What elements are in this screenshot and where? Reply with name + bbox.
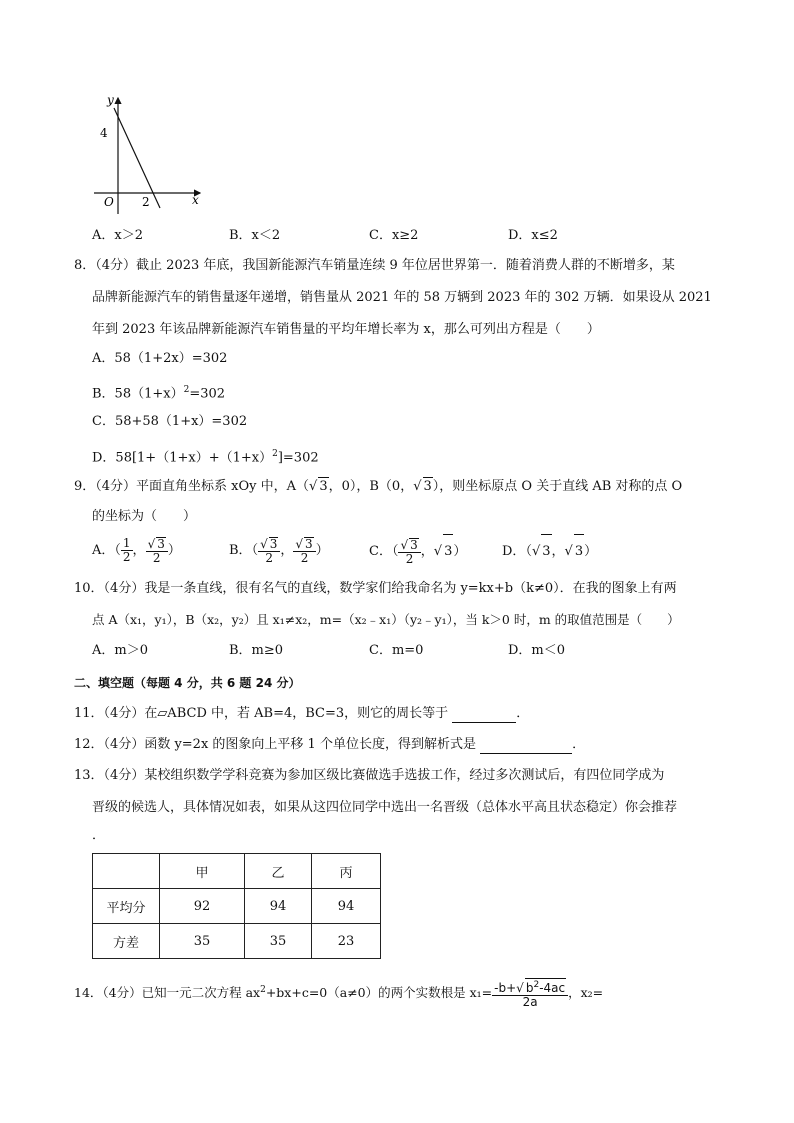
q9-option-c-sqrt: 3 xyxy=(443,534,453,569)
q14-exponent: 2 xyxy=(260,985,266,995)
table-row xyxy=(93,889,381,924)
q8-option-d-text: D．58[1+（1+x）+（1+x） xyxy=(92,450,273,466)
origin-label: O xyxy=(104,195,114,209)
frac-denominator: 2 xyxy=(300,550,309,565)
q8-option-b-exponent: 2 xyxy=(183,385,190,395)
q9-option-d: D．（√ 3，√ 3） xyxy=(502,534,597,569)
q13-line-2: 晋级的候选人，具体情况如表，如果从这四位同学中选出一名晋级（总体水平高且状态稳定）你会推荐 xyxy=(92,800,678,815)
q12-text: 12．（4分）函数 y=2x 的图象向上平移 1 个单位长度，得到解析式是 xyxy=(74,737,476,752)
q9-option-a: A．（ $\frac{1}{2}$ ， $\frac{√ 3}{2}$ ） xyxy=(92,536,181,565)
frac-denominator: 2 xyxy=(152,550,161,565)
q8-option-c: C．58+58（1+x）=302 xyxy=(92,414,248,429)
q8-option-d xyxy=(92,445,319,467)
q9-option-a-label: A． xyxy=(92,543,115,558)
q13-line-3: ． xyxy=(92,828,106,843)
q13-table xyxy=(92,853,381,959)
q9-option-d-label: D． xyxy=(502,544,526,559)
frac-numerator: √ 3 xyxy=(146,537,168,552)
q14-text-pre: 14．（4分）已知一元二次方程 ax xyxy=(74,985,261,1001)
y-axis-label: y xyxy=(107,93,114,107)
y-intercept-label: 4 xyxy=(100,126,108,140)
q12-answer-blank[interactable] xyxy=(480,753,572,754)
q10-option-d: D．m＜0 xyxy=(508,643,566,658)
q9-line-1-part-c: ），则坐标原点 O 关于直线 AB 对称的点 O xyxy=(432,479,683,494)
formula-b: b xyxy=(525,981,534,996)
table-header-cell: 丙 xyxy=(312,854,381,889)
q9-line-1-part-b: ，0），B（0， xyxy=(328,479,414,494)
q7-option-d: D．x≤2 xyxy=(508,228,558,243)
q8-option-d-rhs: ]=302 xyxy=(277,450,319,466)
function-graph xyxy=(88,90,208,220)
q9-option-b-frac-2 xyxy=(293,537,315,565)
q9-line-1 xyxy=(74,477,682,496)
q11-line xyxy=(74,705,529,723)
frac-numerator: 1 xyxy=(122,536,131,550)
q14-line xyxy=(74,970,603,1013)
table-header-cell: 乙 xyxy=(245,854,312,889)
frac-radicand: 3 xyxy=(269,536,278,551)
q9-sqrt-b-radicand: 3 xyxy=(423,479,432,494)
q9-line-2: 的坐标为（ ） xyxy=(92,509,197,524)
table-header-cell: 甲 xyxy=(160,854,245,889)
q8-line-3: 年到 2023 年该品牌新能源汽车销售量的平均年增长率为 x，那么可列出方程是（ ） xyxy=(92,322,600,337)
table-cell: 方差 xyxy=(93,924,160,959)
q9-option-c-frac xyxy=(398,538,420,566)
q10-line-2: 点 A（x₁，y₁），B（x₂，y₂）且 x₁≠x₂，m=（x₂﹣x₁）（y₂﹣y₁），当 k＞0 时，m 的取值范围是（ ） xyxy=(92,612,680,627)
q12-line xyxy=(74,736,585,754)
frac-radicand: 3 xyxy=(410,537,418,552)
q8-option-d-exponent: 2 xyxy=(272,449,278,459)
q9-option-c-label: C． xyxy=(369,544,392,559)
frac-denominator: 2 xyxy=(405,551,414,566)
q9-option-b-frac-1 xyxy=(258,537,280,565)
q10-option-b: B．m≥0 xyxy=(229,643,284,658)
q8-option-b xyxy=(92,381,225,403)
table-cell: 35 xyxy=(245,924,312,959)
frac-numerator: -b+√ $b^2-4ac$ xyxy=(492,978,568,996)
table-cell: 35 xyxy=(160,924,245,959)
table-cell: 94 xyxy=(312,889,381,924)
q12-period: ． xyxy=(572,737,586,752)
frac-radicand: 3 xyxy=(305,536,313,551)
frac-denominator: 2a xyxy=(522,995,538,1010)
q7-option-b: B．x＜2 xyxy=(229,228,281,243)
q14-root-formula xyxy=(492,978,568,1009)
q7-option-a: A．x＞2 xyxy=(92,228,143,243)
frac-radicand: 3 xyxy=(157,536,165,551)
table-cell: 94 xyxy=(245,889,312,924)
q9-line-1-part-a: 9．（4分）平面直角坐标系 xOy 中，A（ xyxy=(74,479,310,494)
q11-text: 11．（4分）在▱ABCD 中，若 AB=4，BC=3，则它的周长等于 xyxy=(74,706,449,721)
q8-line-1: 8．（4分）截止 2023 年底，我国新能源汽车销量连续 9 年位居世界第一．随着消费人群的不断增多，某 xyxy=(74,258,675,273)
q10-option-a: A．m＞0 xyxy=(92,643,148,658)
frac-numerator: √ 3 xyxy=(398,538,420,553)
q10-option-c: C．m=0 xyxy=(369,643,424,658)
q9-sqrt-a: √ 3 xyxy=(309,479,328,494)
q11-period: ． xyxy=(516,706,530,721)
x-intercept-label: 2 xyxy=(142,195,150,209)
q8-option-a: A．58（1+2x）=302 xyxy=(92,351,228,366)
q8-option-b-rhs: =302 xyxy=(189,386,226,402)
frac-numerator: √ 3 xyxy=(258,537,280,552)
q9-sqrt-b: √ 3 xyxy=(413,479,432,494)
frac-denominator: 2 xyxy=(265,550,274,565)
formula-b-exp: 2 xyxy=(533,980,540,991)
frac-numerator: √ 3 xyxy=(293,537,315,552)
q7-option-c: C．x≥2 xyxy=(369,228,419,243)
table-row xyxy=(93,924,381,959)
q9-option-a-frac-1 xyxy=(121,537,133,564)
table-header-cell xyxy=(93,854,160,889)
table-cell: 平均分 xyxy=(93,889,160,924)
q9-option-d-sqrt-2: 3 xyxy=(574,534,584,569)
table-cell: 23 xyxy=(312,924,381,959)
q8-option-b-text: B．58（1+x） xyxy=(92,386,184,402)
q9-option-d-sqrt-1: 3 xyxy=(541,534,551,569)
formula-num-pre: -b+ xyxy=(494,981,517,996)
q8-line-2: 品牌新能源汽车的销售量逐年递增，销售量从 2021 年的 58 万辆到 2023 年的 302 万辆．如果设从 2021 xyxy=(92,290,712,305)
table-cell: 92 xyxy=(160,889,245,924)
q14-text-mid: +bx+c=0（a≠0）的两个实数根是 x₁= xyxy=(265,985,493,1001)
q10-line-1: 10．（4分）我是一条直线，很有名气的直线，数学家们给我命名为 y=kx+b（k≠0）．在我的图象上有两 xyxy=(74,581,677,596)
q13-line-1: 13．（4分）某校组织数学学科竞赛为参加区级比赛做选手选拔工作，经过多次测试后，有四位同学成为 xyxy=(74,768,665,783)
frac-denominator: 2 xyxy=(122,550,131,564)
q9-option-b: B．（ $\frac{√ 3}{2}$ ， $\frac{√ 3}{2}$ ） xyxy=(229,536,329,565)
formula-4ac: -4ac xyxy=(539,981,566,996)
q11-answer-blank[interactable] xyxy=(452,722,516,723)
q9-sqrt-a-radicand: 3 xyxy=(319,479,328,494)
section-2-heading: 二、填空题（每题 4 分，共 6 题 24 分） xyxy=(74,676,301,690)
q9-option-b-label: B． xyxy=(229,543,252,558)
q9-option-a-frac-2 xyxy=(146,537,168,565)
q14-text-post: ，x₂= xyxy=(568,985,604,1001)
table-header-row xyxy=(93,854,381,889)
x-axis-label: x xyxy=(192,193,199,207)
formula-radicand xyxy=(525,978,566,995)
q9-option-c: C．（ $\frac{√ 3}{2}$ ，√ 3） xyxy=(369,534,466,569)
